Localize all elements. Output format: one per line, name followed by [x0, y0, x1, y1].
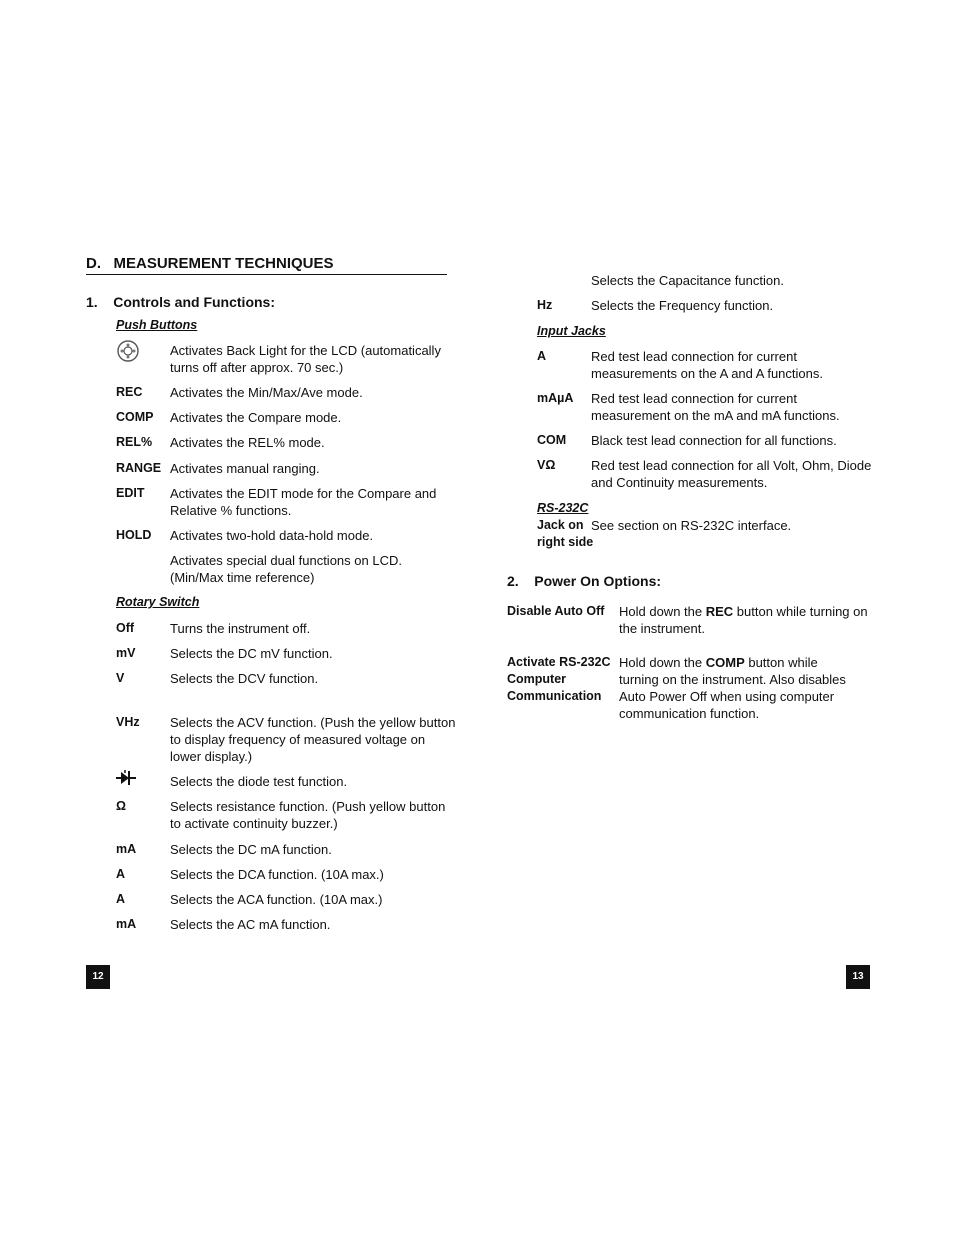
- power-option-button-name: REC: [705, 604, 734, 619]
- rotary-label-ma: mA: [116, 917, 137, 931]
- rotary-desc: Selects the DCV function.: [170, 671, 319, 686]
- power-option-desc: [619, 654, 879, 722]
- rotary-desc: Selects the ACV function. (Push the yellow button to display frequency of measured voltage on lower display.): [170, 715, 456, 764]
- push-buttons-heading: Push Buttons: [116, 318, 198, 332]
- power-option-desc-text: Hold down the: [619, 604, 706, 619]
- rs232c-desc: See section on RS-232C interface.: [591, 518, 792, 533]
- page-number-right: 13: [846, 965, 870, 989]
- power-option-desc-text: Hold down the: [619, 655, 706, 670]
- rotary-desc: Selects the AC mA function.: [170, 917, 331, 932]
- rotary-label-a: A: [116, 867, 126, 881]
- power-option-desc-text: button while turning on the instrument. Also disables Auto Power Off when using computer communication function.: [619, 655, 846, 721]
- controls-heading: 1. Controls and Functions:: [86, 294, 275, 310]
- push-button-desc: Activates the REL% mode.: [170, 435, 325, 450]
- rotary-label-vhz: VHz: [116, 715, 140, 729]
- rotary-desc: Selects the DCA function. (10A max.): [170, 867, 384, 882]
- power-option-desc-text: button while turning on the instrument.: [619, 604, 868, 636]
- rotary-cont-label-hz: Hz: [537, 298, 553, 312]
- input-jack-desc: Black test lead connection for all functions.: [591, 433, 837, 448]
- rotary-desc: Selects resistance function. (Push yellow button to activate continuity buzzer.): [170, 799, 446, 831]
- push-button-label-edit: EDIT: [116, 486, 145, 500]
- power-option-label: Activate RS-232C Computer Communication: [507, 655, 611, 703]
- input-jack-label-a: A: [537, 349, 547, 363]
- push-button-desc: Activates Back Light for the LCD (automatically turns off after approx. 70 sec.): [170, 343, 441, 375]
- input-jack-desc: Red test lead connection for current measurements on the A and A functions.: [591, 349, 823, 381]
- section-title: D. MEASUREMENT TECHNIQUES: [86, 254, 447, 275]
- input-jacks-heading: Input Jacks: [537, 324, 606, 338]
- rotary-desc: Selects the ACA function. (10A max.): [170, 892, 383, 907]
- push-button-desc: Activates the EDIT mode for the Compare and Relative % functions.: [170, 486, 437, 518]
- input-jack-label-v: VΩ: [537, 458, 556, 472]
- input-jack-label-com: COM: [537, 433, 567, 447]
- page-number-left: 12: [86, 965, 110, 989]
- rotary-desc: Turns the instrument off.: [170, 621, 311, 636]
- input-jack-desc: Red test lead connection for all Volt, Ohm, Diode and Continuity measurements.: [591, 458, 872, 490]
- push-button-desc: Activates special dual functions on LCD. (Min/Max time reference): [170, 553, 402, 585]
- push-button-label-rel: REL%: [116, 435, 153, 449]
- rotary-cont-desc: Selects the Frequency function.: [591, 298, 774, 313]
- push-button-desc: Activates manual ranging.: [170, 461, 320, 476]
- push-button-label-rec: REC: [116, 385, 143, 399]
- rotary-desc: Selects the DC mV function.: [170, 646, 333, 661]
- push-button-desc: Activates two-hold data-hold mode.: [170, 528, 374, 543]
- rotary-label-ma: mA: [116, 842, 137, 856]
- push-button-label-comp: COMP: [116, 410, 154, 424]
- rotary-desc: Selects the diode test function.: [170, 774, 348, 789]
- power-option-label: Disable Auto Off: [507, 604, 605, 618]
- rotary-cont-desc: Selects the Capacitance function.: [591, 273, 784, 288]
- push-button-label-range: RANGE: [116, 461, 162, 475]
- input-jack-desc: Red test lead connection for current measurement on the mA and mA functions.: [591, 391, 840, 423]
- rotary-switch-heading: Rotary Switch: [116, 595, 200, 609]
- rotary-label-symbol: Ω: [116, 799, 127, 813]
- rotary-label-v: V: [116, 671, 125, 685]
- push-button-desc: Activates the Min/Max/Ave mode.: [170, 385, 363, 400]
- power-option-desc: [619, 603, 879, 637]
- power-options-heading: 2. Power On Options:: [507, 573, 662, 589]
- power-option-button-name: COMP: [705, 655, 745, 670]
- rotary-label-off: Off: [116, 621, 135, 635]
- push-button-desc: Activates the Compare mode.: [170, 410, 342, 425]
- push-button-label-hold: HOLD: [116, 528, 152, 542]
- rotary-label-mv: mV: [116, 646, 136, 660]
- rs232c-label: Jack on right side: [537, 518, 594, 549]
- input-jack-label-ma-a: mAµA: [537, 391, 574, 405]
- rs232c-heading: RS-232C: [537, 501, 589, 515]
- diode-icon: [116, 770, 136, 790]
- backlight-icon: [116, 339, 140, 367]
- rotary-label-a: A: [116, 892, 126, 906]
- rotary-desc: Selects the DC mA function.: [170, 842, 332, 857]
